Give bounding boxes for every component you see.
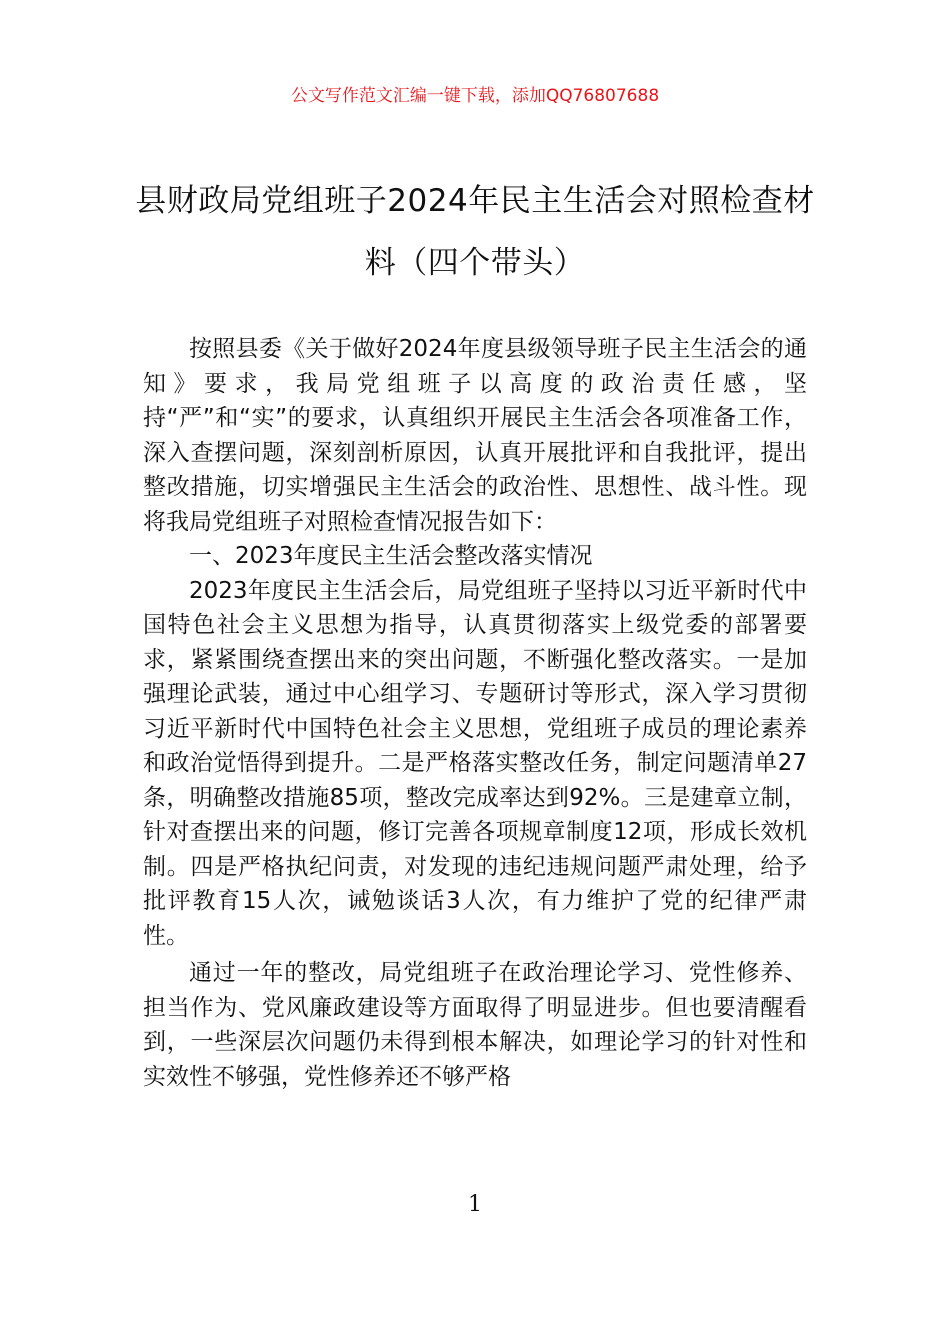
page-number: 1	[468, 1192, 482, 1217]
document-title: 县财政局党组班子2024年民主生活会对照检查材料（四个带头）	[135, 183, 815, 281]
body-paragraph: 通过一年的整改，局党组班子在政治理论学习、党性修养、担当作为、党风廉政建设等方面取得了明显进步。但也要清醒看到，一些深层次问题仍未得到根本解决，如理论学习的针对性和实效性不够强，党性修养还不够严格	[143, 960, 807, 1090]
document-body	[143, 332, 807, 1094]
section-heading: 一、2023年度民主生活会整改落实情况	[189, 543, 593, 569]
download-banner: 公文写作范文汇编一键下载，添加QQ76807688	[290, 86, 660, 106]
intro-paragraph: 按照县委《关于做好2024年度县级领导班子民主生活会的通知》要求，我局党组班子以高度的政治责任感，坚持“严”和“实”的要求，认真组织开展民主生活会各项准备工作，深入查摆问题，深刻剖析原因，认真开展批评和自我批评，提出整改措施，切实增强民主生活会的政治性、思想性、战斗性。现将我局党组班子对照检查情况报告如下：	[143, 336, 807, 535]
body-paragraph: 2023年度民主生活会后，局党组班子坚持以习近平新时代中国特色社会主义思想为指导，认真贯彻落实上级党委的部署要求，紧紧围绕查摆出来的突出问题，不断强化整改落实。一是加强理论武装，通过中心组学习、专题研讨等形式，深入学习贯彻习近平新时代中国特色社会主义思想，党组班子成员的理论素养和政治觉悟得到提升。二是严格落实整改任务，制定问题清单27条，明确整改措施85项，整改完成率达到92%。三是建章立制，针对查摆出来的问题，修订完善各项规章制度12项，形成长效机制。四是严格执纪问责，对发现的违纪违规问题严肃处理，给予批评教育15人次，诫勉谈话3人次，有力维护了党的纪律严肃性。	[143, 577, 807, 949]
